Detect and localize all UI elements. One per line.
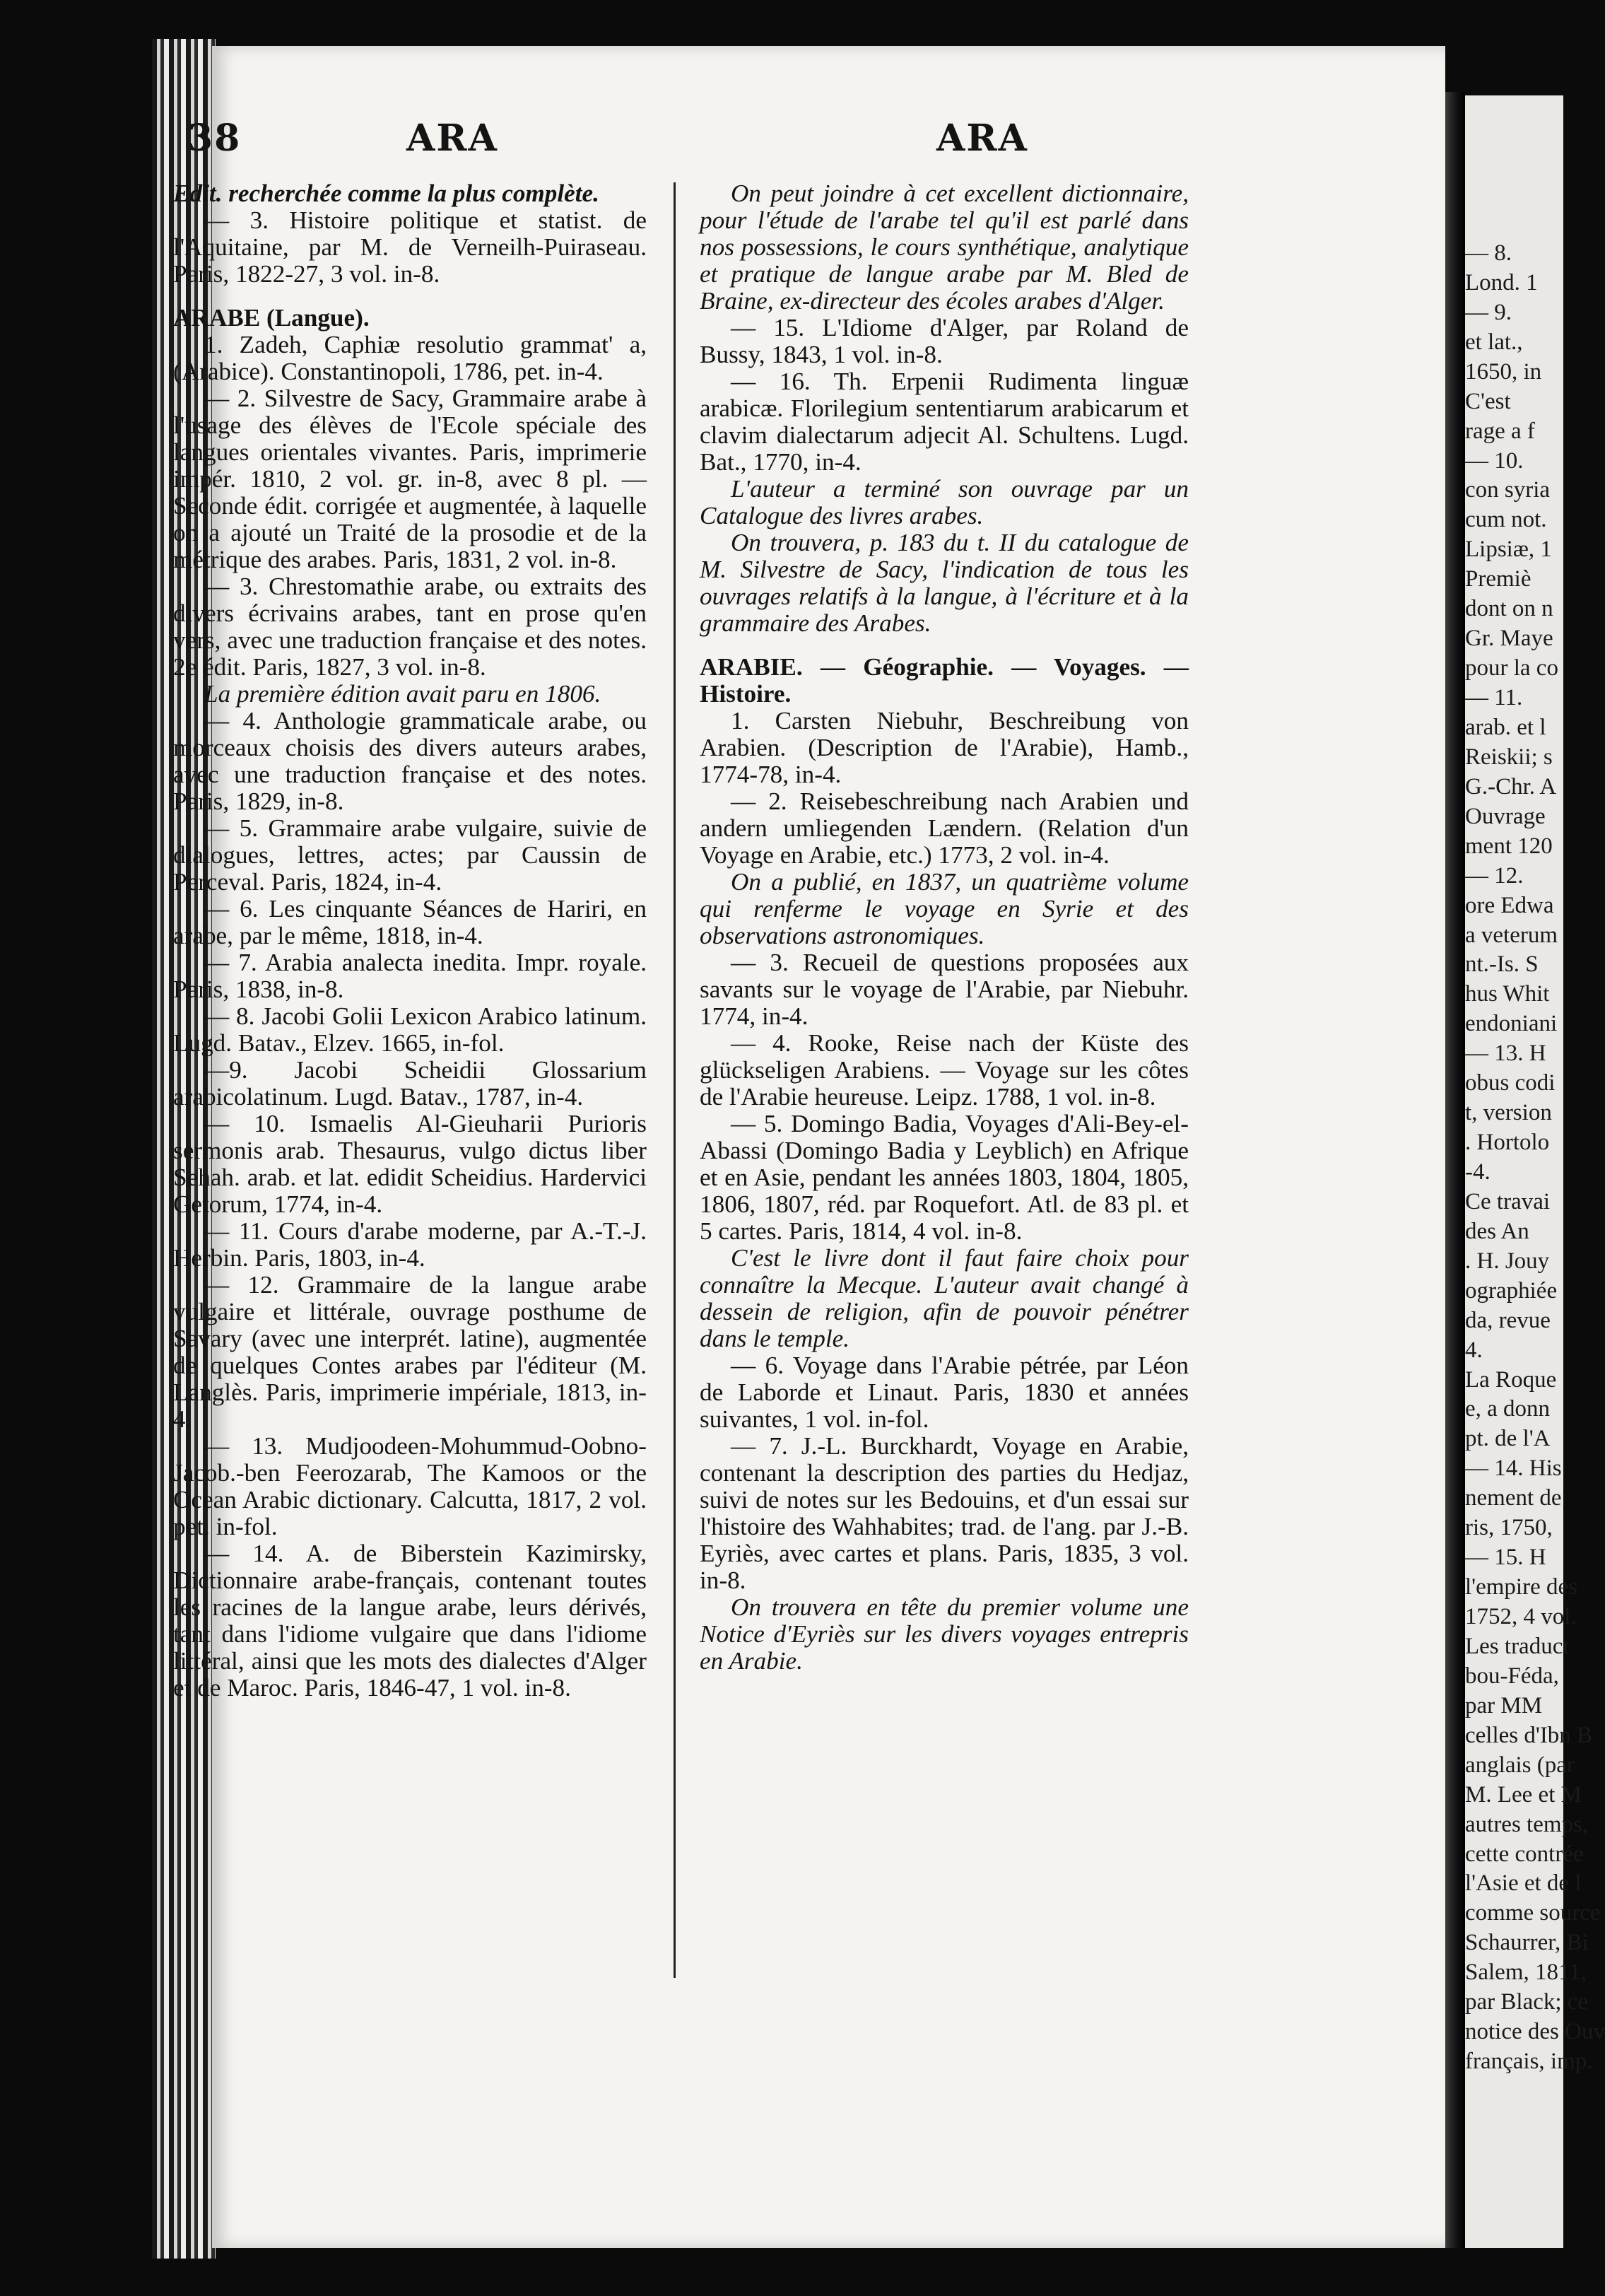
adjacent-page-text-fragment: hus Whit (1465, 981, 1550, 1007)
right-column-entry: — 16. Th. Erpenii Rudimenta linguæ arabicæ. Florilegium sententiarum arabicarum et clavim dialectarum adjecit Al. Schultens. Lugd. Bat., 1770, in-4. (700, 368, 1189, 476)
adjacent-page-text-fragment: a veterum (1465, 922, 1558, 948)
adjacent-page-text-fragment: anglais (par (1465, 1752, 1575, 1778)
adjacent-page-text-fragment: français, imp. (1465, 2049, 1593, 2074)
right-column-entry: On a publié, en 1837, un quatrième volume qui renferme le voyage en Syrie et des observations astronomiques. (700, 868, 1189, 949)
adjacent-page-text-fragment: M. Lee et M (1465, 1782, 1582, 1808)
left-column-entry: — 5. Grammaire arabe vulgaire, suivie de dialogues, lettres, actes; par Caussin de Perceval. Paris, 1824, in-4. (173, 814, 647, 896)
adjacent-page-text-fragment: pour la co (1465, 655, 1558, 681)
page-number: 38 (187, 117, 242, 160)
adjacent-page-text-fragment: l'Asie et de l (1465, 1870, 1582, 1896)
adjacent-page-text-fragment: da, revue (1465, 1308, 1551, 1333)
left-column-entry: — 11. Cours d'arabe moderne, par A.-T.-J. Herbin. Paris, 1803, in-4. (173, 1217, 647, 1272)
adjacent-page-text-fragment: bou-Féda, (1465, 1663, 1559, 1689)
adjacent-page-text-fragment: Ouvrage (1465, 804, 1546, 829)
adjacent-page-text-fragment: par Black; ce (1465, 1989, 1589, 2015)
adjacent-page-text-fragment: t, version (1465, 1100, 1552, 1125)
left-column-entry: — 7. Arabia analecta inedita. Impr. royale. Paris, 1838, in-8. (173, 949, 647, 1003)
adjacent-page-text-fragment: par MM (1465, 1693, 1543, 1718)
adjacent-page-text-fragment: — 15. H (1465, 1545, 1546, 1570)
left-column (173, 180, 647, 1702)
adjacent-page-text-fragment: Schaurrer, Bi (1465, 1930, 1589, 1955)
adjacent-page-text-fragment: rage a f (1465, 418, 1535, 444)
adjacent-page-text-fragment: ographiée (1465, 1278, 1558, 1304)
left-column-entry: — 6. Les cinquante Séances de Hariri, en arabe, par le même, 1818, in-4. (173, 895, 647, 949)
left-column-entry: — 3. Histoire politique et statist. de l'Aquitaine, par M. de Verneilh-Puiraseau. Paris, 1822-27, 3 vol. in-8. (173, 206, 647, 288)
right-column-entry: — 3. Recueil de questions proposées aux savants sur le voyage de l'Arabie, par Niebuhr. 1774, in-4. (700, 949, 1189, 1030)
adjacent-page-text-fragment: l'empire des (1465, 1574, 1577, 1600)
adjacent-page-text-fragment: et lat., (1465, 329, 1523, 355)
adjacent-page-text-fragment: ment 120 (1465, 833, 1553, 859)
left-column-entry: — 8. Jacobi Golii Lexicon Arabico latinum. Lugd. Batav., Elzev. 1665, in-fol. (173, 1002, 647, 1057)
adjacent-page-text-fragment: nement de (1465, 1485, 1562, 1511)
adjacent-page-text-fragment: C'est (1465, 389, 1511, 414)
adjacent-page-text-fragment: Les traduct (1465, 1634, 1570, 1659)
right-column-entry: — 15. L'Idiome d'Alger, par Roland de Bussy, 1843, 1 vol. in-8. (700, 314, 1189, 368)
left-column-entry: 1. Zadeh, Caphiæ resolutio grammat' a, (Arabice). Constantinopoli, 1786, pet. in-4. (173, 331, 647, 385)
running-head-left: ARA (406, 117, 498, 160)
adjacent-page-text-fragment: ore Edwa (1465, 893, 1554, 918)
adjacent-page-text-fragment: celles d'Ibn B (1465, 1723, 1593, 1748)
adjacent-page-text-fragment: dont on n (1465, 596, 1553, 621)
adjacent-page-text-fragment: — 14. His (1465, 1456, 1562, 1481)
left-column-entry: — 10. Ismaelis Al-Gieuharii Purioris sermonis arab. Thesaurus, vulgo dictus liber Sehah. arab. et lat. edidit Scheidius. Hardervici Getorum, 1774, in-4. (173, 1110, 647, 1218)
adjacent-page-text-fragment: . Hortolo (1465, 1130, 1550, 1155)
adjacent-page-text-fragment: cum not. (1465, 507, 1547, 532)
right-column-entry: ARABIE. — Géographie. — Voyages. — Histoire. (700, 653, 1189, 708)
adjacent-page-text-fragment: -4. (1465, 1159, 1491, 1185)
adjacent-page-text-fragment: Premiè (1465, 566, 1531, 592)
adjacent-page-text-fragment: cette contrée (1465, 1841, 1584, 1867)
right-column-entry: 1. Carsten Niebuhr, Beschreibung von Arabien. (Description de l'Arabie), Hamb., 1774-78, in-4. (700, 707, 1189, 788)
adjacent-page-text-fragment: comme source (1465, 1900, 1601, 1926)
adjacent-page-text-fragment: Ce travai (1465, 1189, 1551, 1214)
adjacent-page-text-fragment: ris, 1750, (1465, 1515, 1553, 1540)
book-spine-shadow (1445, 92, 1465, 2248)
right-column-entry: C'est le livre dont il faut faire choix pour connaître la Mecque. L'auteur avait changé à dessein de religion, afin de pouvoir pénétrer dans le temple. (700, 1244, 1189, 1352)
adjacent-page-text-fragment: — 11. (1465, 685, 1523, 710)
adjacent-page-text-fragment: nt.-Is. S (1465, 951, 1539, 977)
right-column-entry: — 6. Voyage dans l'Arabie pétrée, par Léon de Laborde et Linaut. Paris, 1830 et années suivantes, 1 vol. in-fol. (700, 1352, 1189, 1433)
right-column-entry: L'auteur a terminé son ouvrage par un Catalogue des livres arabes. (700, 475, 1189, 529)
adjacent-page-text-fragment: Lipsiæ, 1 (1465, 537, 1552, 562)
left-column-entry: ARABE (Langue). (173, 304, 370, 332)
adjacent-page-text-fragment: Gr. Maye (1465, 626, 1553, 651)
left-column-entry: — 4. Anthologie grammaticale arabe, ou morceaux choisis des divers auteurs arabes, avec une traduction française et des notes. Paris, 1829, in-8. (173, 707, 647, 815)
adjacent-page-text-fragment: arab. et l (1465, 715, 1546, 740)
column-divider (674, 182, 676, 1978)
adjacent-page-text-fragment: . H. Jouy (1465, 1248, 1550, 1274)
right-column-entry: On trouvera en tête du premier volume une Notice d'Eyriès sur les divers voyages entrepris en Arabie. (700, 1593, 1189, 1675)
left-column-entry: La première édition avait paru en 1806. (204, 680, 601, 708)
right-column-entry: On trouvera, p. 183 du t. II du catalogue de M. Silvestre de Sacy, l'indication de tous les ouvrages relatifs à la langue, à l'écriture et à la grammaire des Arabes. (700, 529, 1189, 637)
adjacent-page-text-fragment: 4. (1465, 1337, 1483, 1363)
left-column-entry: — 2. Silvestre de Sacy, Grammaire arabe à l'usage des élèves de l'Ecole spéciale des langues orientales vivantes. Paris, imprimerie impér. 1810, 2 vol. gr. in-8, avec 8 pl. — Seconde édit. corrigée et augmentée, à laquelle on a ajouté un Traité de la prosodie et de la métrique des arabes. Paris, 1831, 2 vol. in-8. (173, 385, 647, 573)
left-column-entry: — 12. Grammaire de la langue arabe vulgaire et littérale, ouvrage posthume de Savary (avec une interprét. latine), augmentée de quelques Contes arabes par l'éditeur (M. Langlès. Paris, imprimerie impériale, 1813, in-4. (173, 1271, 647, 1433)
adjacent-page-text-fragment: des An (1465, 1219, 1529, 1244)
right-column (700, 180, 1189, 1675)
adjacent-page-text-fragment: Salem, 1811, (1465, 1960, 1587, 1985)
adjacent-page-text-fragment: endoniani (1465, 1011, 1558, 1036)
adjacent-page-text-fragment: — 13. H (1465, 1041, 1546, 1066)
left-column-entry: Edit. recherchée comme la plus complète. (173, 180, 599, 207)
left-column-entry: — 13. Mudjoodeen-Mohummud-Oobno-Jacob.-ben Feerozarab, The Kamoos or the Ocean Arabic dictionary. Calcutta, 1817, 2 vol. pet. in-fol. (173, 1432, 647, 1540)
adjacent-page-text-fragment: — 9. (1465, 300, 1512, 325)
adjacent-page-text-fragment: La Roque (1465, 1367, 1557, 1393)
adjacent-page-text-fragment: e, a donn (1465, 1396, 1551, 1422)
left-column-entry: — 3. Chrestomathie arabe, ou extraits des divers écrivains arabes, tant en prose qu'en vers, avec une traduction française et des notes. 2e édit. Paris, 1827, 3 vol. in-8. (173, 573, 647, 681)
right-column-entry: — 2. Reisebeschreibung nach Arabien und andern umliegenden Lændern. (Relation d'un Voyage en Arabie, etc.) 1773, 2 vol. in-4. (700, 787, 1189, 869)
left-column-entry: —9. Jacobi Scheidii Glossarium arabicolatinum. Lugd. Batav., 1787, in-4. (173, 1056, 647, 1111)
adjacent-page-text-fragment: obus codi (1465, 1070, 1556, 1096)
adjacent-page-text-fragment: 1752, 4 vol. (1465, 1604, 1577, 1629)
adjacent-page-text-fragment: pt. de l'A (1465, 1426, 1551, 1451)
adjacent-page-text-fragment: autres temps, (1465, 1812, 1589, 1837)
right-column-entry: On peut joindre à cet excellent dictionnaire, pour l'étude de l'arabe tel qu'il est parlé dans nos possessions, le cours synthétique, analytique et pratique de langue arabe par M. Bled de Braine, ex-directeur des écoles arabes d'Alger. (700, 180, 1189, 315)
right-column-entry: — 5. Domingo Badia, Voyages d'Ali-Bey-el-Abassi (Domingo Badia y Leyblich) en Afrique et en Asie, pendant les années 1803, 1804, 1805, 1806, 1807, réd. par Roquefort. Atl. de 83 pl. et 5 cartes. Paris, 1814, 4 vol. in-8. (700, 1110, 1189, 1245)
adjacent-page-text-fragment: con syria (1465, 477, 1551, 503)
adjacent-page-text-fragment: — 8. (1465, 240, 1512, 266)
running-head-right: ARA (936, 117, 1028, 160)
right-column-entry: — 7. J.-L. Burckhardt, Voyage en Arabie, contenant la description des parties du Hedjaz, suivi de notes sur les Bedouins, et d'un essai sur l'histoire des Wahhabites; trad. de l'ang. par J.-B. Eyriès, avec cartes et plans. Paris, 1835, 3 vol. in-8. (700, 1432, 1189, 1594)
adjacent-page-text-fragment: 1650, in (1465, 359, 1542, 385)
left-column-entry: — 14. A. de Biberstein Kazimirsky, Dictionnaire arabe-français, contenant toutes les racines de la langue arabe, leurs dérivés, tant dans l'idiome vulgaire que dans l'idiome littéral, ainsi que les mots des dialectes d'Alger et de Maroc. Paris, 1846-47, 1 vol. in-8. (173, 1540, 647, 1702)
adjacent-page-text-fragment: — 12. (1465, 863, 1524, 889)
adjacent-page-text-fragment: Reiskii; s (1465, 744, 1553, 770)
adjacent-page-text-fragment: Lond. 1 (1465, 270, 1538, 295)
adjacent-page-text-fragment: — 10. (1465, 448, 1524, 474)
adjacent-page-text-fragment: notice des Ouv (1465, 2019, 1605, 2044)
adjacent-page-fragment (1465, 95, 1605, 2248)
adjacent-page-text-fragment: G.-Chr. A (1465, 774, 1557, 800)
right-column-entry: — 4. Rooke, Reise nach der Küste des glückseligen Arabiens. — Voyage sur les côtes de l'Arabie heureuse. Leipz. 1788, 1 vol. in-8. (700, 1029, 1189, 1111)
